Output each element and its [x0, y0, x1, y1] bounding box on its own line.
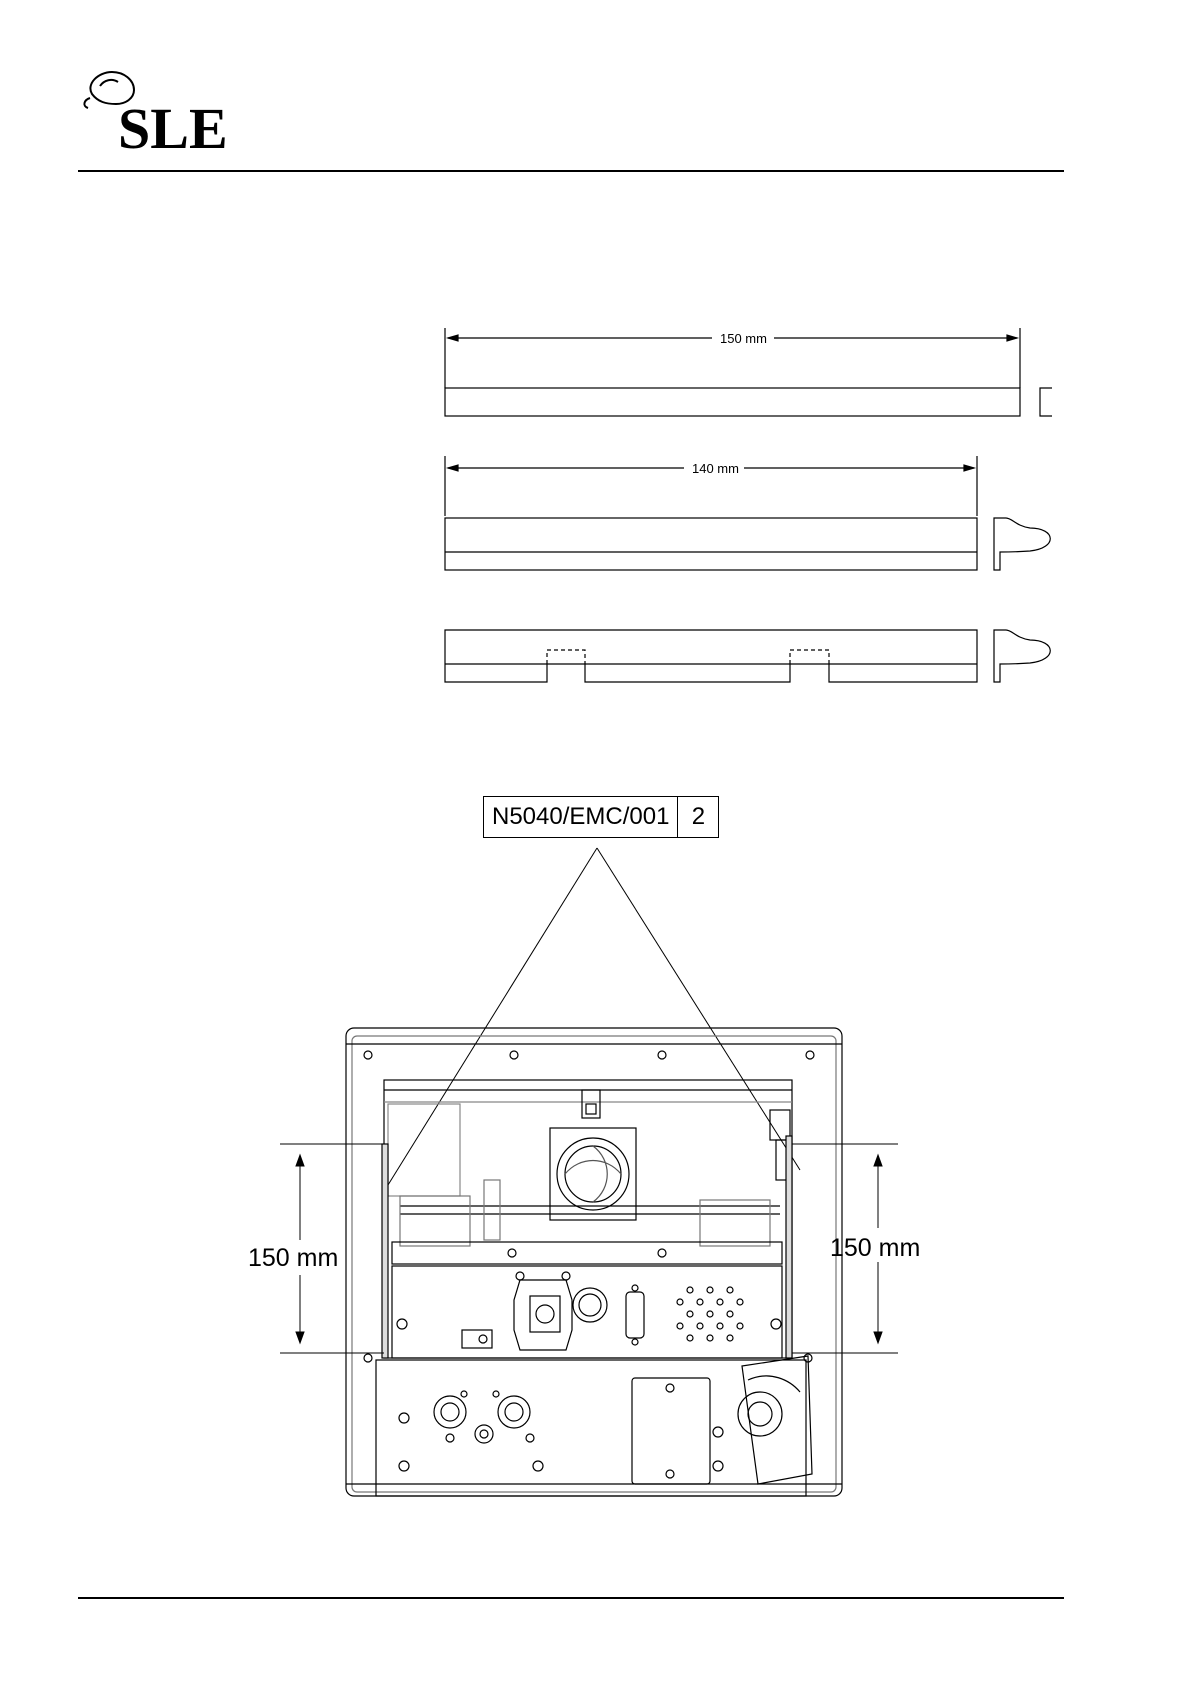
strip-notched: [445, 630, 1050, 682]
right-height-label: 150 mm: [830, 1234, 921, 1262]
strip-140mm: [445, 456, 1050, 570]
logo-text: SLE: [118, 96, 228, 154]
device-drawing: [346, 1028, 842, 1496]
reference-number: 2: [691, 803, 706, 830]
knob-icon: [573, 1288, 607, 1322]
dimension-140mm-label: 140 mm: [692, 461, 739, 476]
panel-connector-icon: [514, 1272, 572, 1350]
reference-label: [483, 796, 719, 838]
dimension-150mm-label: 150 mm: [720, 331, 767, 346]
reference-leader-lines: [388, 848, 800, 1185]
left-height-label: 150 mm: [248, 1244, 339, 1272]
right-fitting-icon: [738, 1356, 812, 1484]
top-screws: [364, 1051, 814, 1059]
reference-code: N5040/EMC/001: [484, 797, 678, 837]
lower-connectors-icon: [434, 1391, 534, 1443]
db9-connector-icon: [626, 1285, 644, 1345]
speaker-grille-icon: [677, 1287, 743, 1341]
